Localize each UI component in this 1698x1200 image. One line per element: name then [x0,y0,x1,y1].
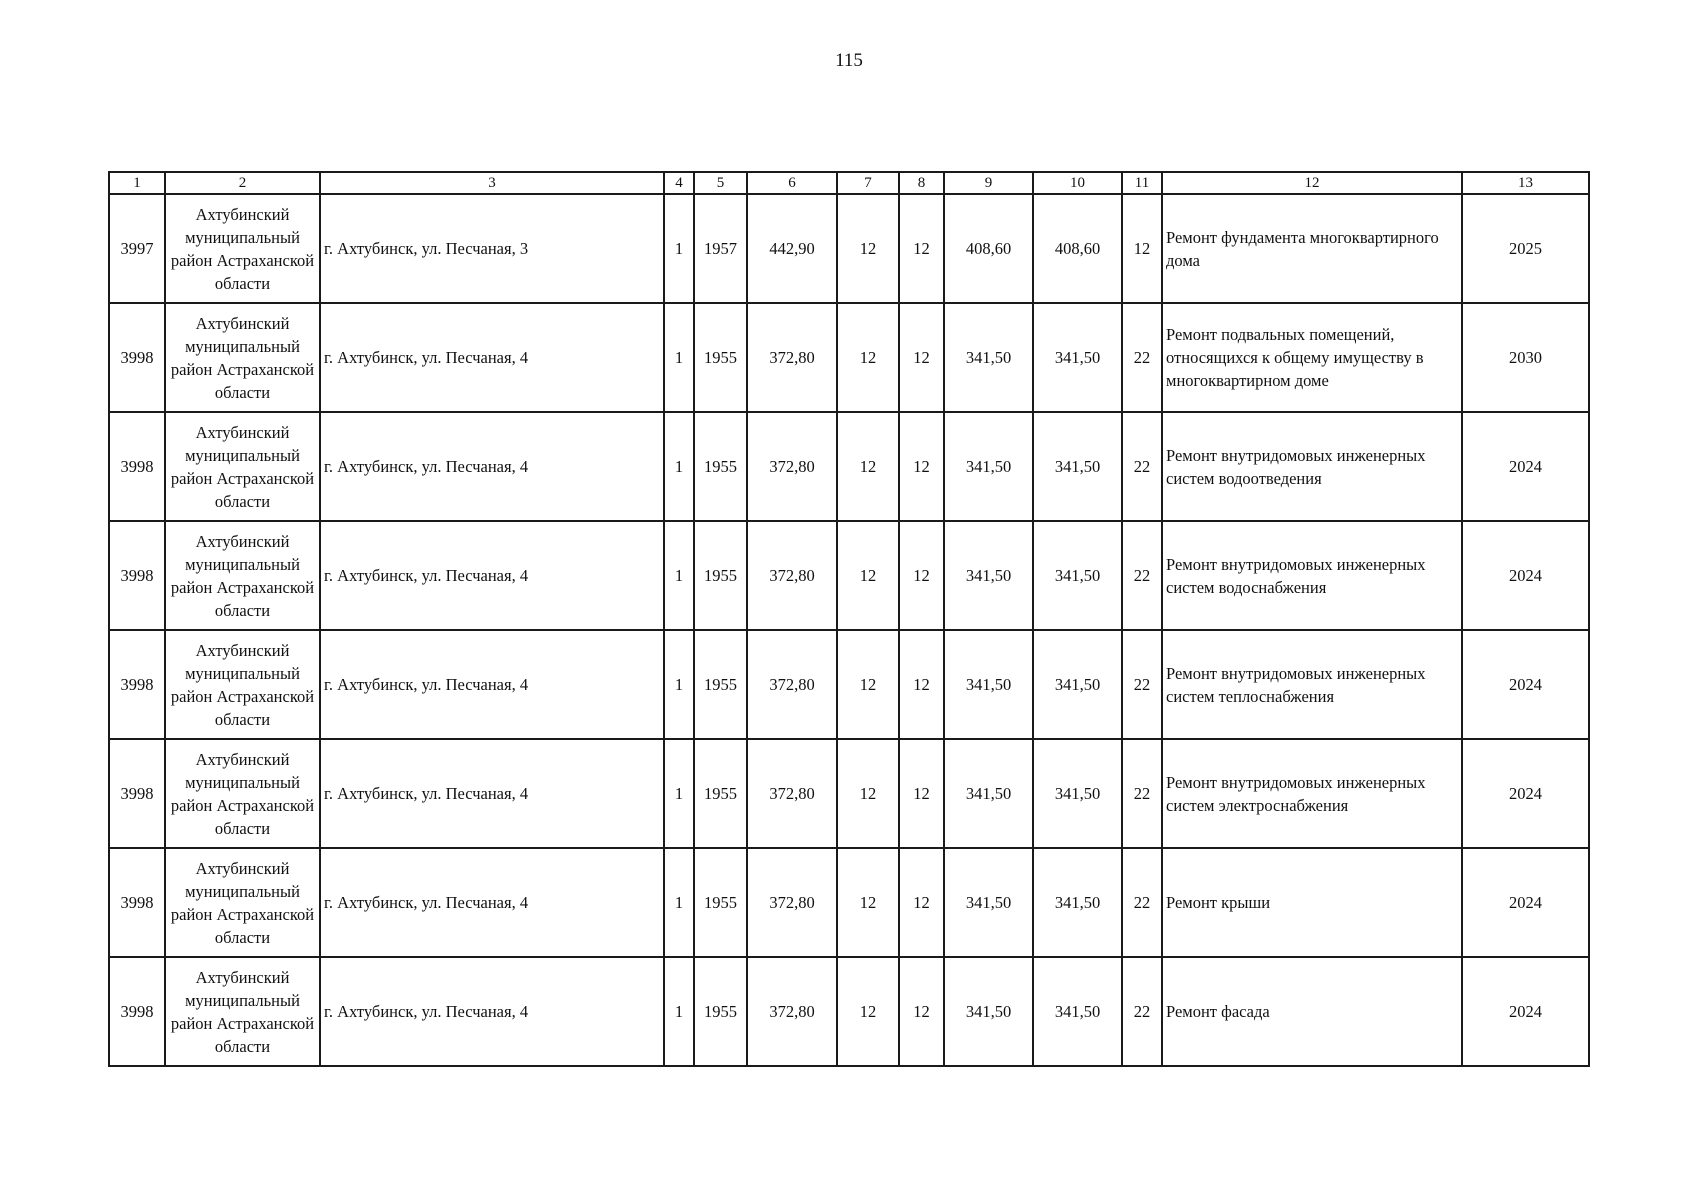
capital-repair-table [108,171,1590,1067]
cell-year-built: 1955 [694,303,747,412]
cell-col-8: 12 [899,630,944,739]
cell-area-9: 341,50 [944,848,1033,957]
column-header-9: 9 [944,172,1033,194]
cell-col-8: 12 [899,194,944,303]
column-header-11: 11 [1122,172,1162,194]
cell-col-8: 12 [899,412,944,521]
cell-year-planned: 2024 [1462,521,1589,630]
cell-work-type: Ремонт внутридомовых инженерных систем теплоснабжения [1162,630,1462,739]
cell-col-4: 1 [664,412,694,521]
cell-area-10: 341,50 [1033,630,1122,739]
column-header-12: 12 [1162,172,1462,194]
cell-id: 3998 [109,739,165,848]
cell-col-4: 1 [664,303,694,412]
cell-district: Ахтубинский муниципальный район Астраханской области [165,194,320,303]
cell-area-total: 372,80 [747,739,837,848]
column-header-7: 7 [837,172,899,194]
cell-col-4: 1 [664,521,694,630]
cell-area-10: 341,50 [1033,739,1122,848]
cell-work-type: Ремонт внутридомовых инженерных систем электроснабжения [1162,739,1462,848]
cell-area-10: 341,50 [1033,521,1122,630]
cell-address: г. Ахтубинск, ул. Песчаная, 4 [320,303,664,412]
cell-district: Ахтубинский муниципальный район Астраханской области [165,412,320,521]
cell-id: 3998 [109,412,165,521]
cell-year-planned: 2025 [1462,194,1589,303]
cell-work-type: Ремонт подвальных помещений, относящихся к общему имуществу в многоквартирном доме [1162,303,1462,412]
cell-id: 3998 [109,630,165,739]
cell-work-type: Ремонт фасада [1162,957,1462,1066]
column-header-8: 8 [899,172,944,194]
cell-year-planned: 2024 [1462,739,1589,848]
cell-col-4: 1 [664,739,694,848]
cell-col-11: 22 [1122,412,1162,521]
cell-area-total: 372,80 [747,521,837,630]
table-row [109,630,1589,739]
cell-col-8: 12 [899,521,944,630]
cell-address: г. Ахтубинск, ул. Песчаная, 3 [320,194,664,303]
cell-area-9: 341,50 [944,957,1033,1066]
cell-district: Ахтубинский муниципальный район Астраханской области [165,848,320,957]
cell-area-9: 341,50 [944,303,1033,412]
page-number: 115 [835,50,863,71]
cell-id: 3998 [109,957,165,1066]
cell-year-built: 1955 [694,957,747,1066]
cell-col-4: 1 [664,848,694,957]
cell-year-built: 1955 [694,630,747,739]
cell-area-10: 341,50 [1033,412,1122,521]
cell-area-9: 341,50 [944,412,1033,521]
cell-id: 3998 [109,848,165,957]
column-header-6: 6 [747,172,837,194]
cell-district: Ахтубинский муниципальный район Астраханской области [165,739,320,848]
cell-col-4: 1 [664,194,694,303]
cell-area-total: 442,90 [747,194,837,303]
cell-col-11: 12 [1122,194,1162,303]
cell-district: Ахтубинский муниципальный район Астраханской области [165,303,320,412]
column-header-3: 3 [320,172,664,194]
cell-col-11: 22 [1122,957,1162,1066]
cell-id: 3997 [109,194,165,303]
cell-col-8: 12 [899,848,944,957]
cell-col-7: 12 [837,521,899,630]
cell-col-7: 12 [837,848,899,957]
cell-col-4: 1 [664,957,694,1066]
column-header-2: 2 [165,172,320,194]
cell-district: Ахтубинский муниципальный район Астраханской области [165,630,320,739]
table-body [109,194,1589,1066]
table-row [109,303,1589,412]
table-row [109,521,1589,630]
cell-address: г. Ахтубинск, ул. Песчаная, 4 [320,630,664,739]
cell-area-9: 341,50 [944,739,1033,848]
cell-col-8: 12 [899,303,944,412]
cell-year-built: 1955 [694,848,747,957]
cell-year-planned: 2024 [1462,412,1589,521]
table-row [109,194,1589,303]
cell-district: Ахтубинский муниципальный район Астраханской области [165,521,320,630]
cell-area-total: 372,80 [747,630,837,739]
cell-year-built: 1957 [694,194,747,303]
cell-area-total: 372,80 [747,957,837,1066]
cell-year-built: 1955 [694,521,747,630]
cell-col-11: 22 [1122,521,1162,630]
cell-work-type: Ремонт внутридомовых инженерных систем водоснабжения [1162,521,1462,630]
cell-year-planned: 2024 [1462,630,1589,739]
column-header-13: 13 [1462,172,1589,194]
cell-col-7: 12 [837,957,899,1066]
cell-area-10: 341,50 [1033,848,1122,957]
column-header-10: 10 [1033,172,1122,194]
cell-col-4: 1 [664,630,694,739]
cell-col-7: 12 [837,303,899,412]
cell-address: г. Ахтубинск, ул. Песчаная, 4 [320,412,664,521]
table-row [109,412,1589,521]
cell-area-total: 372,80 [747,303,837,412]
cell-col-7: 12 [837,739,899,848]
cell-year-planned: 2024 [1462,957,1589,1066]
cell-year-planned: 2024 [1462,848,1589,957]
cell-year-built: 1955 [694,739,747,848]
cell-district: Ахтубинский муниципальный район Астраханской области [165,957,320,1066]
column-header-1: 1 [109,172,165,194]
cell-col-8: 12 [899,957,944,1066]
cell-area-10: 341,50 [1033,303,1122,412]
cell-col-11: 22 [1122,848,1162,957]
cell-col-11: 22 [1122,739,1162,848]
cell-year-built: 1955 [694,412,747,521]
cell-col-7: 12 [837,412,899,521]
cell-area-9: 341,50 [944,521,1033,630]
cell-area-9: 341,50 [944,630,1033,739]
cell-col-7: 12 [837,630,899,739]
cell-address: г. Ахтубинск, ул. Песчаная, 4 [320,521,664,630]
cell-area-9: 408,60 [944,194,1033,303]
table-row [109,848,1589,957]
cell-year-planned: 2030 [1462,303,1589,412]
cell-work-type: Ремонт крыши [1162,848,1462,957]
cell-id: 3998 [109,521,165,630]
cell-work-type: Ремонт внутридомовых инженерных систем водоотведения [1162,412,1462,521]
cell-address: г. Ахтубинск, ул. Песчаная, 4 [320,848,664,957]
cell-address: г. Ахтубинск, ул. Песчаная, 4 [320,739,664,848]
cell-col-8: 12 [899,739,944,848]
cell-col-11: 22 [1122,630,1162,739]
header-row [109,172,1589,194]
cell-col-7: 12 [837,194,899,303]
cell-work-type: Ремонт фундамента многоквартирного дома [1162,194,1462,303]
cell-id: 3998 [109,303,165,412]
cell-area-10: 341,50 [1033,957,1122,1066]
cell-col-11: 22 [1122,303,1162,412]
table-row [109,739,1589,848]
column-header-5: 5 [694,172,747,194]
column-header-4: 4 [664,172,694,194]
cell-area-total: 372,80 [747,848,837,957]
cell-area-total: 372,80 [747,412,837,521]
cell-area-10: 408,60 [1033,194,1122,303]
table-row [109,957,1589,1066]
cell-address: г. Ахтубинск, ул. Песчаная, 4 [320,957,664,1066]
